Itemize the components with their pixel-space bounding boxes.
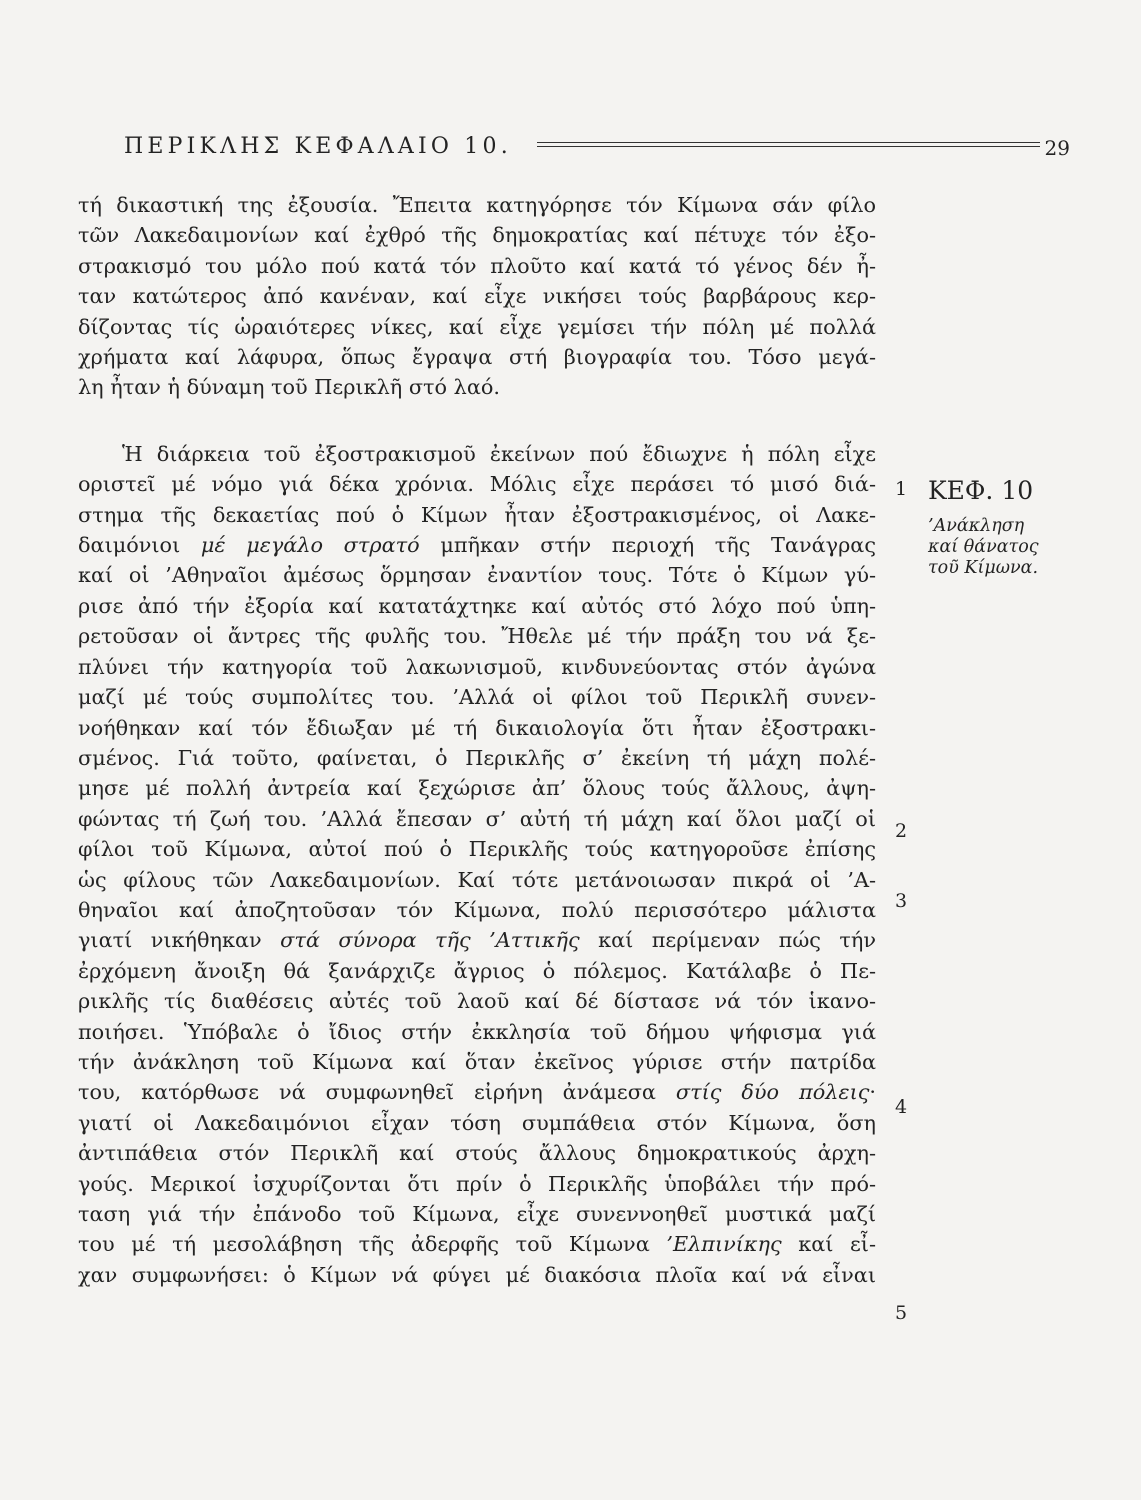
text-line: τή δικαστική της ἐξουσία. Ἔπειτα κατηγόρησε τόν Κίμωνα σάν φίλο — [78, 193, 876, 217]
text-line: στημα τῆς δεκαετίας πού ὁ Κίμων ἦταν ἐξοστρακισμένος, οἱ Λακε- — [78, 502, 876, 527]
text-run: καί εἶ- — [781, 1232, 876, 1257]
text-line: ποιήσει. Ὑπόβαλε ὁ ἴδιος στήν ἐκκλησία τοῦ δήμου ψήφισμα γιά — [78, 1019, 876, 1044]
text-run: του μέ τή μεσολάβηση τῆς ἀδερφῆς τοῦ Κίμωνα — [78, 1232, 667, 1257]
paragraph — [78, 439, 876, 1290]
text-run: καί περίμεναν πώς τήν — [579, 928, 876, 953]
text-line: πλύνει τήν κατηγορία τοῦ λακωνισμοῦ, κινδυνεύοντας στόν ἀγώνα — [78, 654, 876, 679]
text-line — [78, 1077, 876, 1107]
text-line: νοήθηκαν καί τόν ἔδιωξαν μέ τή δικαιολογία ὅτι ἦταν ἐξοστρακι- — [78, 715, 876, 740]
chapter-marker: ΚΕΦ. 10 — [928, 476, 1034, 505]
text-line: ἐρχόμενη ἄνοιξη θά ξανάρχιζε ἄγριος ὁ πόλεμος. Κατάλαβε ὁ Πε- — [78, 958, 876, 983]
italic-phrase: στά σύνορα τῆς ’Αττικῆς — [280, 928, 580, 953]
text-line — [78, 530, 876, 560]
text-line: τήν ἀνάκληση τοῦ Κίμωνα καί ὅταν ἐκεῖνος γύρισε στήν πατρίδα — [78, 1049, 876, 1074]
margin-note-line: ’Ανάκληση — [928, 516, 1025, 536]
margin-note — [928, 516, 1078, 579]
text-line: γιατί οἱ Λακεδαιμόνιοι εἶχαν τόση συμπάθεια στόν Κίμωνα, ὅση — [78, 1110, 876, 1135]
text-run: · — [869, 1080, 876, 1105]
margin-note-line: τοῦ Κίμωνα. — [928, 558, 1039, 578]
italic-phrase: ’Ελπινίκης — [666, 1232, 782, 1257]
main-text — [78, 190, 876, 1290]
text-run: δαιμόνιοι — [78, 533, 201, 558]
margin-section-number: 2 — [895, 820, 908, 842]
margin-section-number: 4 — [895, 1096, 908, 1118]
text-line: ρισε ἀπό τήν ἐξορία καί κατατάχτηκε καί αὐτός στό λόχο πού ὑπη- — [78, 593, 876, 618]
text-line: οριστεῖ μέ νόμο γιά δέκα χρόνια. Μόλις εἶχε περάσει τό μισό διά- — [78, 472, 876, 497]
text-line: θηναῖοι καί ἀποζητοῦσαν τόν Κίμωνα, πολύ περισσότερο μάλιστα — [78, 897, 876, 922]
text-line: χρήματα καί λάφυρα, ὅπως ἔγραψα στή βιογραφία του. Τόσο μεγά- — [78, 345, 876, 370]
margin-section-number: 1 — [895, 478, 908, 500]
text-run: μπῆκαν στήν περιοχή τῆς Τανάγρας — [419, 533, 876, 558]
text-line: ρικλῆς τίς διαθέσεις αὐτές τοῦ λαοῦ καί δέ δίστασε νά τόν ἱκανο- — [78, 989, 876, 1014]
text-line: δίζοντας τίς ὡραιότερες νίκες, καί εἶχε γεμίσει τήν πόλη μέ πολλά — [78, 314, 876, 339]
text-line: στρακισμό του μόλο πού κατά τόν πλοῦτο καί κατά τό γένος δέν ἦ- — [78, 253, 876, 278]
text-line: ὡς φίλους τῶν Λακεδαιμονίων. Καί τότε μετάνοιωσαν πικρά οἱ ’Α- — [78, 867, 876, 892]
text-line: σμένος. Γιά τοῦτο, φαίνεται, ὁ Περικλῆς σ’ ἐκείνη τή μάχη πολέ- — [78, 745, 876, 770]
text-line: ρετοῦσαν οἱ ἄντρες τῆς φυλῆς του. Ἤθελε μέ τήν πράξη του νά ξε- — [78, 624, 876, 649]
text-line: ταση γιά τήν ἐπάνοδο τοῦ Κίμωνα, εἶχε συνεννοηθεῖ μυστικά μαζί — [78, 1202, 876, 1226]
text-run: του, κατόρθωσε νά συμφωνηθεῖ εἰρήνη ἀνάμεσα — [78, 1080, 676, 1105]
italic-phrase: στίς δύο πόλεις — [675, 1080, 870, 1105]
header-rule — [537, 146, 1040, 147]
text-line: ἀντιπάθεια στόν Περικλῆ καί στούς ἄλλους δημοκρατικούς ἀρχη- — [78, 1141, 876, 1166]
page-number: 29 — [1044, 136, 1070, 160]
text-line: γούς. Μερικοί ἰσχυρίζονται ὅτι πρίν ὁ Περικλῆς ὑποβάλει τήν πρό- — [78, 1171, 876, 1196]
text-run: γιατί νικήθηκαν — [78, 928, 281, 953]
text-line: μαζί μέ τούς συμπολίτες του. ’Αλλά οἱ φίλοι τοῦ Περικλῆ συνεν- — [78, 685, 876, 710]
paragraph — [78, 190, 876, 403]
header-rule — [537, 142, 1040, 143]
margin-note-line: καί θάνατος — [928, 537, 1039, 557]
margin-section-number: 5 — [895, 1302, 908, 1324]
text-line: Ἡ διάρκεια τοῦ ἐξοστρακισμοῦ ἐκείνων πού ἔδιωχνε ἡ πόλη εἶχε — [122, 441, 876, 466]
text-line: ταν κατώτερος ἀπό κανέναν, καί εἶχε νικήσει τούς βαρβάρους κερ- — [78, 284, 876, 309]
italic-phrase: μέ μεγάλο στρατό — [200, 533, 420, 558]
text-line: φίλοι τοῦ Κίμωνα, αὐτοί πού ὁ Περικλῆς τούς κατηγοροῦσε ἐπίσης — [78, 837, 876, 862]
text-line: καί οἱ ’Αθηναῖοι ἀμέσως ὅρμησαν ἐναντίον τους. Τότε ὁ Κίμων γύ- — [78, 563, 876, 588]
text-line — [78, 1229, 876, 1259]
text-line: τῶν Λακεδαιμονίων καί ἐχθρό τῆς δημοκρατίας καί πέτυχε τόν ἐξο- — [78, 223, 876, 248]
text-line: χαν συμφωνήσει: ὁ Κίμων νά φύγει μέ διακόσια πλοῖα καί νά εἶναι — [78, 1262, 876, 1287]
text-line: μησε μέ πολλή ἀντρεία καί ξεχώρισε ἀπ’ ὅλους τούς ἄλλους, ἀψη- — [78, 776, 876, 801]
text-line: φώντας τή ζωή του. ’Αλλά ἔπεσαν σ’ αὐτή τή μάχη καί ὅλοι μαζί οἱ — [78, 806, 876, 831]
text-line: λη ἦταν ἡ δύναμη τοῦ Περικλῆ στό λαό. — [78, 375, 501, 400]
running-title: ΠΕΡΙΚΛΗΣ ΚΕΦΑΛΑΙΟ 10. — [124, 134, 512, 159]
margin-section-number: 3 — [895, 890, 908, 912]
text-line — [78, 925, 876, 955]
running-header — [124, 134, 1070, 164]
